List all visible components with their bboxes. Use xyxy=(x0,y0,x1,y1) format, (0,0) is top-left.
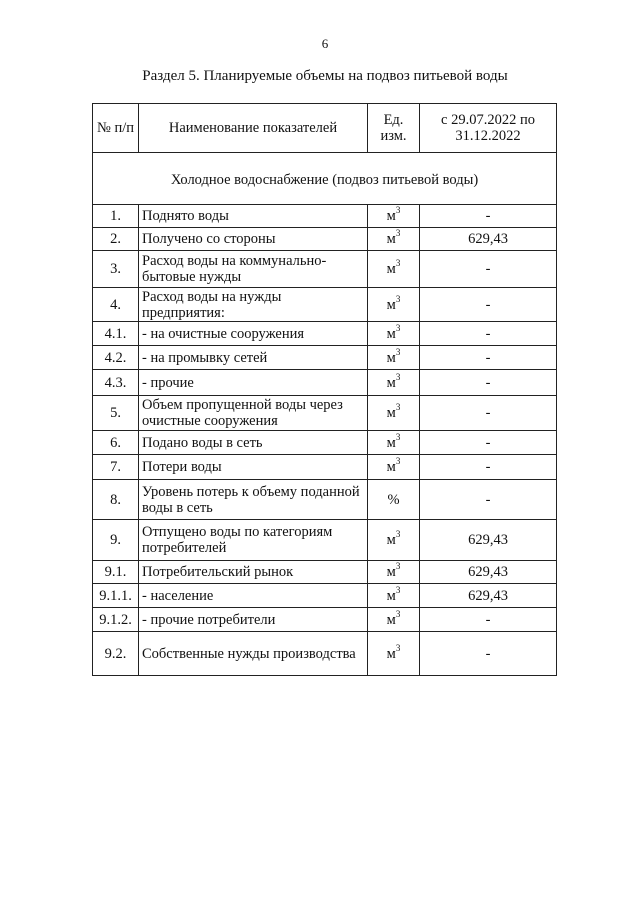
unit-superscript: 3 xyxy=(395,322,401,333)
row-number: 4.2. xyxy=(93,346,139,370)
row-number: 5. xyxy=(93,396,139,431)
unit-base: м xyxy=(386,434,396,451)
table-row xyxy=(93,251,557,288)
row-unit xyxy=(368,608,420,632)
row-number: 9. xyxy=(93,520,139,561)
unit-base: м xyxy=(386,296,396,313)
unit-superscript: 3 xyxy=(395,228,401,238)
row-value: 629,43 xyxy=(420,520,557,561)
row-number: 9.1. xyxy=(93,561,139,584)
row-indicator-name: Расход воды на нужды предприятия: xyxy=(139,288,368,322)
unit-base: м xyxy=(386,208,396,224)
table-header-row xyxy=(93,104,557,153)
row-number: 9.2. xyxy=(93,632,139,676)
header-unit: Ед. изм. xyxy=(368,104,420,153)
row-unit xyxy=(368,288,420,322)
row-value: - xyxy=(420,632,557,676)
row-value: - xyxy=(420,322,557,346)
unit-base: м xyxy=(386,532,396,548)
row-indicator-name: Расход воды на коммунально-бытовые нужды xyxy=(139,251,368,288)
row-indicator-name: - на промывку сетей xyxy=(139,346,368,370)
row-unit xyxy=(368,346,420,370)
row-number: 6. xyxy=(93,431,139,455)
row-value: - xyxy=(420,431,557,455)
unit-base: м xyxy=(386,325,396,342)
row-value: - xyxy=(420,480,557,520)
header-indicator-name: Наименование показателей xyxy=(139,104,368,153)
row-indicator-name: Объем пропущенной воды через очистные сооружения xyxy=(139,396,368,431)
row-indicator-name: Потери воды xyxy=(139,455,368,480)
row-indicator-name: Уровень потерь к объему поданной воды в сеть xyxy=(139,480,368,520)
row-indicator-name: - прочие потребители xyxy=(139,608,368,632)
row-unit xyxy=(368,205,420,228)
table-row xyxy=(93,322,557,346)
table-row xyxy=(93,205,557,228)
water-volume-table xyxy=(92,103,557,676)
unit-superscript: 3 xyxy=(395,642,401,653)
row-unit xyxy=(368,396,420,431)
row-unit xyxy=(368,431,420,455)
row-number: 4.3. xyxy=(93,370,139,396)
unit-superscript: 3 xyxy=(395,561,401,571)
unit-base: м xyxy=(386,231,396,247)
table-row xyxy=(93,288,557,322)
unit-superscript: 3 xyxy=(395,293,401,304)
row-unit xyxy=(368,520,420,561)
unit-superscript: 3 xyxy=(395,346,401,357)
row-unit xyxy=(368,251,420,288)
row-unit xyxy=(368,480,420,520)
unit-base: % xyxy=(387,491,400,508)
table-row xyxy=(93,455,557,480)
row-value: 629,43 xyxy=(420,228,557,251)
row-number: 2. xyxy=(93,228,139,251)
unit-base: м xyxy=(386,645,396,662)
row-number: 3. xyxy=(93,251,139,288)
table-row xyxy=(93,346,557,370)
row-value: - xyxy=(420,370,557,396)
row-indicator-name: Получено со стороны xyxy=(139,228,368,251)
table-row xyxy=(93,396,557,431)
row-indicator-name: Поднято воды xyxy=(139,205,368,228)
row-value: - xyxy=(420,251,557,288)
unit-superscript: 3 xyxy=(395,608,401,619)
row-indicator-name: Отпущено воды по категориям потребителей xyxy=(139,520,368,561)
header-number: № п/п xyxy=(93,104,139,153)
row-value: 629,43 xyxy=(420,561,557,584)
table-row xyxy=(93,584,557,608)
row-number: 9.1.1. xyxy=(93,584,139,608)
row-indicator-name: Собственные нужды производства xyxy=(139,632,368,676)
unit-base: м xyxy=(386,261,396,277)
unit-base: м xyxy=(386,611,396,628)
unit-base: м xyxy=(386,374,396,391)
row-value: - xyxy=(420,288,557,322)
section-heading: Холодное водоснабжение (подвоз питьевой воды) xyxy=(93,153,557,205)
row-value: - xyxy=(420,396,557,431)
unit-superscript: 3 xyxy=(395,529,401,539)
row-number: 4.1. xyxy=(93,322,139,346)
unit-superscript: 3 xyxy=(395,584,401,595)
row-value: - xyxy=(420,346,557,370)
unit-base: м xyxy=(386,459,396,475)
unit-superscript: 3 xyxy=(395,258,401,268)
unit-superscript: 3 xyxy=(395,371,401,382)
table-row xyxy=(93,228,557,251)
table-row xyxy=(93,561,557,584)
row-unit xyxy=(368,561,420,584)
row-indicator-name: Потребительский рынок xyxy=(139,561,368,584)
row-value: 629,43 xyxy=(420,584,557,608)
section-row xyxy=(93,153,557,205)
row-indicator-name: - на очистные сооружения xyxy=(139,322,368,346)
header-period: с 29.07.2022 по 31.12.2022 xyxy=(420,104,557,153)
row-number: 9.1.2. xyxy=(93,608,139,632)
unit-base: м xyxy=(386,564,396,580)
table-row xyxy=(93,608,557,632)
row-value: - xyxy=(420,205,557,228)
section-title: Раздел 5. Планируемые объемы на подвоз питьевой воды xyxy=(142,68,508,84)
row-unit xyxy=(368,632,420,676)
table-row xyxy=(93,431,557,455)
unit-base: м xyxy=(386,349,396,366)
row-value: - xyxy=(420,455,557,480)
unit-superscript: 3 xyxy=(395,456,401,466)
table-row xyxy=(93,520,557,561)
row-unit xyxy=(368,584,420,608)
row-number: 8. xyxy=(93,480,139,520)
page-number: 6 xyxy=(321,36,329,51)
row-indicator-name: - прочие xyxy=(139,370,368,396)
unit-base: м xyxy=(386,405,396,421)
row-number: 7. xyxy=(93,455,139,480)
row-indicator-name: Подано воды в сеть xyxy=(139,431,368,455)
unit-superscript: 3 xyxy=(395,205,401,215)
table-row xyxy=(93,370,557,396)
row-number: 4. xyxy=(93,288,139,322)
row-unit xyxy=(368,370,420,396)
unit-superscript: 3 xyxy=(395,431,401,442)
row-unit xyxy=(368,455,420,480)
table-row xyxy=(93,480,557,520)
row-unit xyxy=(368,322,420,346)
row-unit xyxy=(368,228,420,251)
row-indicator-name: - население xyxy=(139,584,368,608)
unit-superscript: 3 xyxy=(395,402,401,412)
table-row xyxy=(93,632,557,676)
row-number: 1. xyxy=(93,205,139,228)
unit-base: м xyxy=(386,587,396,604)
row-value: - xyxy=(420,608,557,632)
